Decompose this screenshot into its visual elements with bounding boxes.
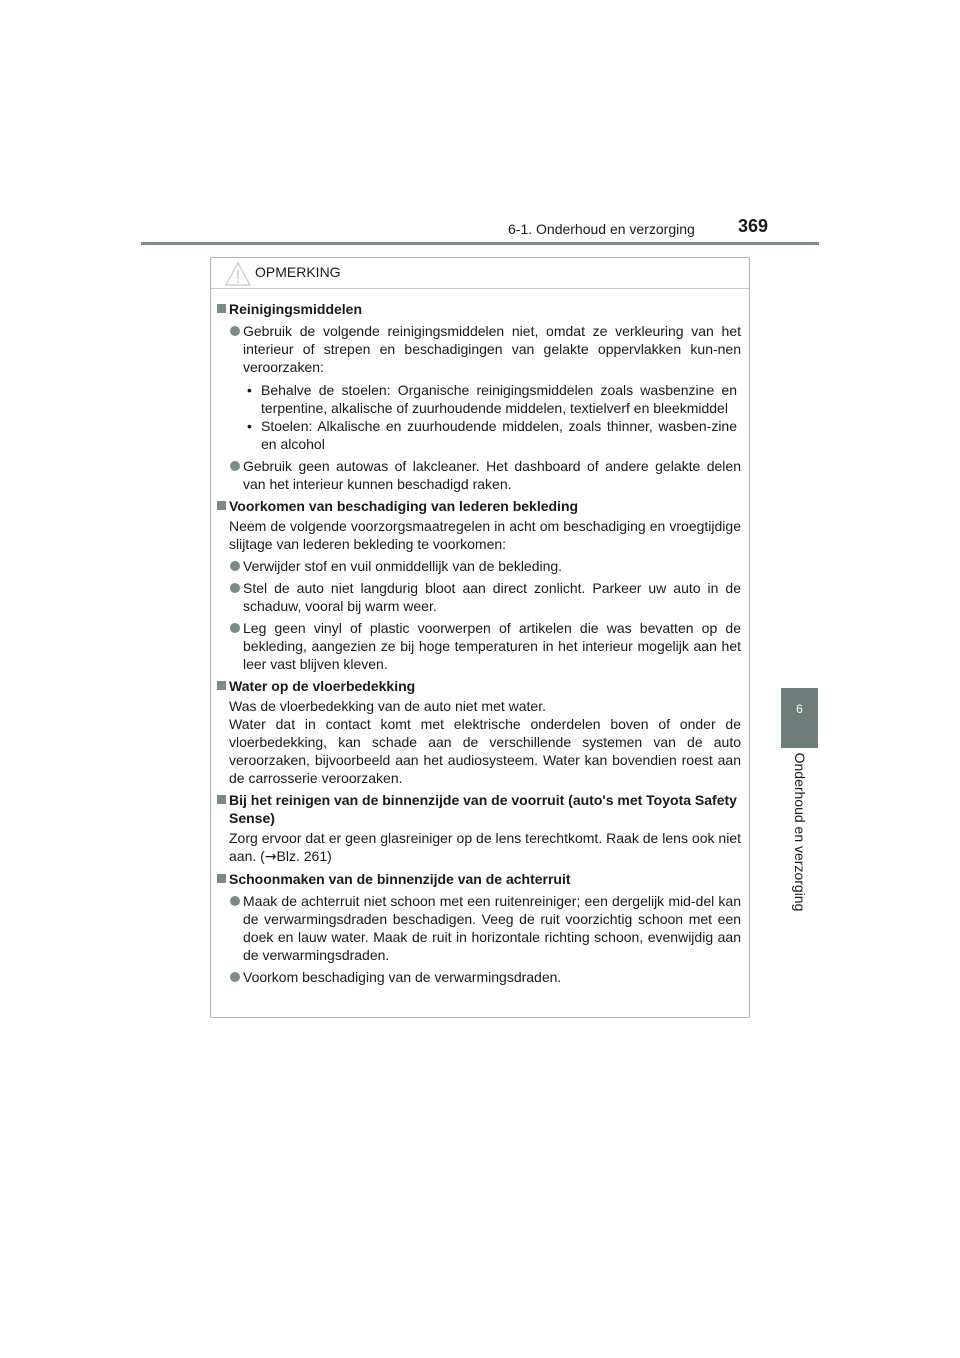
- bullet-item: Leg geen vinyl of plastic voorwerpen of artikelen die was bevatten op de bekleding, aangezien ze bij hoge temperaturen in het interieur mogelijk aan het leer vast blijven kleven.: [217, 619, 741, 673]
- section-title: Reinigingsmiddelen: [217, 300, 741, 318]
- bullet-item: Gebruik geen autowas of lakcleaner. Het dashboard of andere gelakte delen van het interieur kunnen beschadigd raken.: [217, 457, 741, 493]
- bullet-item: Gebruik de volgende reinigingsmiddelen niet, omdat ze verkleuring van het interieur of strepen en beschadigingen van gelakte oppervlakken kun-nen veroorzaken:: [217, 322, 741, 376]
- page-number: 369: [738, 216, 769, 236]
- chapter-number: 6: [796, 702, 803, 716]
- notice-box: [210, 257, 750, 1018]
- notice-body: [211, 289, 749, 986]
- section-title: Voorkomen van beschadiging van lederen bekleding: [217, 497, 741, 515]
- notice-header: [211, 258, 749, 289]
- sub-bullet-item: • Stoelen: Alkalische en zuurhoudende middelen, zoals thinner, wasben-zine en alcohol: [217, 417, 741, 453]
- header-section-title: 6-1. Onderhoud en verzorging: [508, 221, 695, 237]
- paragraph: Water dat in contact komt met elektrische onderdelen boven of onder de vloerbedekking, kan schade aan de verschillende systemen van de auto veroorzaken, bijvoorbeeld aan het audiosysteem. Water kan bovendien roest aan de carrosserie veroorzaken.: [229, 716, 741, 786]
- arrow-icon: →: [264, 849, 277, 865]
- bullet-item: Maak de achterruit niet schoon met een ruitenreiniger; een dergelijk mid-del kan de verwarmingsdraden beschadigen. Veeg de ruit voorzichtig schoon met een doek en lauw water. Maak de ruit in horizontale richting schoon, evenwijdig aan de verwarmingsdraden.: [217, 892, 741, 964]
- bullet-item: Voorkom beschadiging van de verwarmingsdraden.: [217, 968, 741, 986]
- paragraph: Neem de volgende voorzorgsmaatregelen in acht om beschadiging en vroegtijdige slijtage van lederen bekleding te voorkomen:: [229, 518, 741, 552]
- page-reference: Blz. 261): [276, 848, 332, 864]
- section-title: Schoonmaken van de binnenzijde van de achterruit: [217, 870, 741, 888]
- warning-triangle-icon: [225, 262, 251, 286]
- notice-title: OPMERKING: [255, 264, 341, 280]
- paragraph-text: Zorg ervoor dat er geen glasreiniger op de lens terechtkomt. Raak de lens ook niet aan. (: [229, 830, 741, 864]
- chapter-tab: [781, 688, 818, 748]
- bullet-item: Stel de auto niet langdurig bloot aan direct zonlicht. Parkeer uw auto in de schaduw, vooral bij warm weer.: [217, 579, 741, 615]
- sub-bullet-item: • Behalve de stoelen: Organische reinigingsmiddelen zoals wasbenzine en terpentine, alkalische of zuurhoudende middelen, textielverf en bleekmiddel: [217, 381, 741, 417]
- header-rule: [141, 242, 819, 245]
- chapter-tab-label: Onderhoud en verzorging: [792, 752, 808, 912]
- paragraph: Was de vloerbedekking van de auto niet met water.: [229, 698, 546, 714]
- bullet-item: Verwijder stof en vuil onmiddellijk van de bekleding.: [217, 557, 741, 575]
- paragraph: [217, 829, 741, 866]
- section-title: Water op de vloerbedekking: [217, 677, 741, 695]
- section-title: Bij het reinigen van de binnenzijde van de voorruit (auto's met Toyota Safety Sense): [217, 791, 741, 827]
